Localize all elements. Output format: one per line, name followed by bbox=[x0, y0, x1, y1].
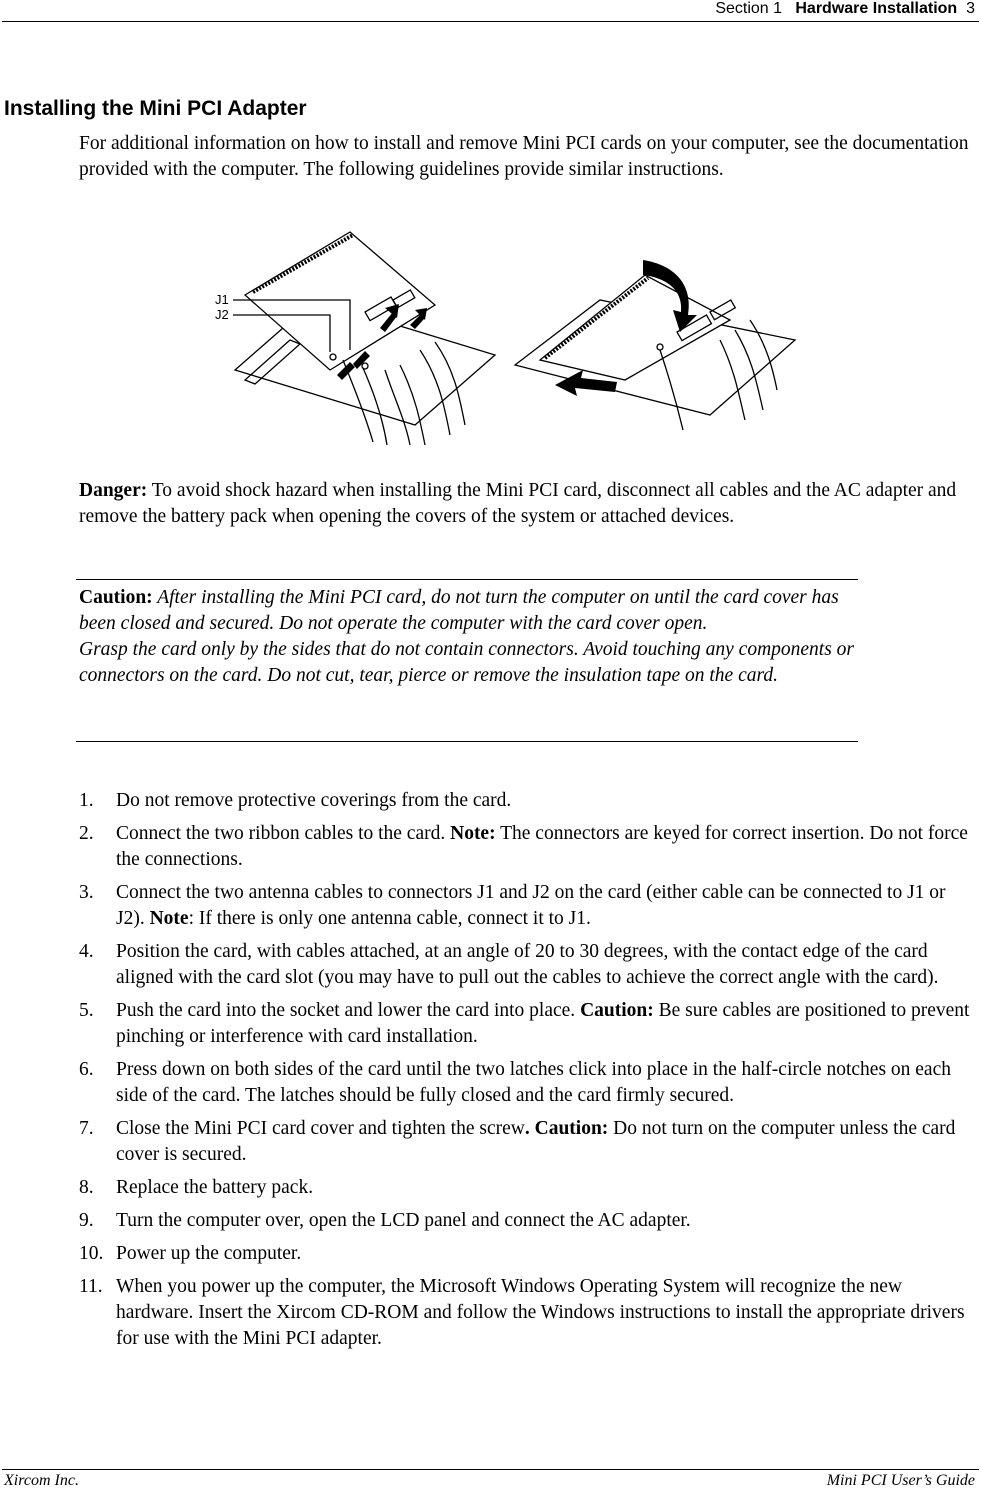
danger-label: Danger: bbox=[79, 480, 148, 501]
right-ribbon-cable bbox=[750, 320, 777, 390]
j1-label: J1 bbox=[215, 292, 229, 307]
step-item bbox=[79, 1116, 974, 1168]
caution-text-1: After installing the Mini PCI card, do not turn the computer on until the card cover has been closed and secured. Do not operate the computer with the card cover open. bbox=[79, 587, 839, 634]
step-caution-label: . Caution: bbox=[524, 1118, 609, 1139]
step-item bbox=[79, 1175, 974, 1201]
step-item bbox=[79, 880, 974, 932]
mini-pci-illustration bbox=[205, 220, 805, 456]
ribbon-cable bbox=[435, 342, 465, 425]
left-slot bbox=[245, 340, 300, 384]
step-number: 8. bbox=[79, 1177, 94, 1198]
installation-figure bbox=[205, 220, 805, 456]
step-number: 5. bbox=[79, 1000, 94, 1021]
step-text: Do not remove protective coverings from the card. bbox=[116, 790, 512, 811]
caution-paragraph bbox=[79, 585, 858, 637]
intro-paragraph: For additional information on how to install and remove Mini PCI cards on your computer, see the documentation provided with the computer. The following guidelines provide similar instructions. bbox=[79, 133, 969, 180]
step-number: 10. bbox=[79, 1243, 104, 1264]
step-text: When you power up the computer, the Microsoft Windows Operating System will recognize the new hardware. Insert the Xircom CD-ROM and follow the Windows instructions to install the appropriate drivers for use with the Mini PCI adapter. bbox=[116, 1276, 965, 1349]
step-item bbox=[79, 1057, 974, 1109]
j2-connector bbox=[362, 363, 368, 369]
step-text: Close the Mini PCI card cover and tighten the screw bbox=[116, 1118, 525, 1139]
step-text: Power up the computer. bbox=[116, 1243, 302, 1264]
step-item bbox=[79, 788, 974, 814]
step-number: 9. bbox=[79, 1210, 94, 1231]
step-text: Push the card into the socket and lower the card into place. bbox=[116, 1000, 581, 1021]
danger-text: To avoid shock hazard when installing the Mini PCI card, disconnect all cables and the AC adapter and remove the battery pack when opening the covers of the system or attached devices. bbox=[79, 480, 957, 527]
step-number: 4. bbox=[79, 941, 94, 962]
page-header bbox=[715, 0, 975, 20]
section-heading: Installing the Mini PCI Adapter bbox=[4, 97, 307, 120]
footer-company: Xircom Inc. bbox=[4, 1472, 79, 1489]
step-number: 1. bbox=[79, 790, 94, 811]
step-text: : If there is only one antenna cable, connect it to J1. bbox=[188, 908, 591, 929]
step-text: The connectors are keyed for correct insertion. Do not force the connections. bbox=[116, 823, 968, 870]
step-text: Connect the two antenna cables to connectors J1 and J2 on the card (either cable can be connected to J1 or J2). bbox=[116, 882, 946, 929]
footer-guide-title: Mini PCI User’s Guide bbox=[826, 1472, 975, 1489]
caution-label: Caution: bbox=[79, 587, 153, 608]
ribbon-cable bbox=[400, 365, 425, 445]
step-note-label: Note bbox=[149, 908, 189, 929]
step-text: Press down on both sides of the card until the two latches click into place in the half-circle notches on each side of the card. The latches should be fully closed and the card firmly secured. bbox=[116, 1059, 951, 1106]
step-number: 3. bbox=[79, 882, 94, 903]
antenna-cable bbox=[363, 368, 387, 445]
step-text: Position the card, with cables attached, at an angle of 20 to 30 degrees, with the contact edge of the card aligned with the card slot (you may have to pull out the cables to achieve the correct angle with the card). bbox=[116, 941, 939, 988]
step-item bbox=[79, 1208, 974, 1234]
step-item bbox=[79, 939, 974, 991]
header-page-number: 3 bbox=[966, 0, 975, 17]
step-text: Be sure cables are positioned to prevent pinching or interference with card installation. bbox=[116, 1000, 970, 1047]
j2-label: J2 bbox=[215, 307, 229, 322]
right-ribbon-cable bbox=[720, 340, 745, 420]
left-card bbox=[245, 232, 435, 370]
step-item bbox=[79, 1241, 974, 1267]
step-number: 2. bbox=[79, 823, 94, 844]
step-caution-label: Caution: bbox=[580, 1000, 654, 1021]
step-text: Do not turn on the computer unless the card cover is secured. bbox=[116, 1118, 956, 1165]
step-text: Replace the battery pack. bbox=[116, 1177, 314, 1198]
installation-steps bbox=[79, 788, 974, 1359]
header-rule bbox=[2, 21, 979, 22]
header-section: Section 1 bbox=[715, 0, 783, 17]
danger-notice bbox=[79, 478, 974, 530]
step-item bbox=[79, 998, 974, 1050]
caution-text-2: Grasp the card only by the sides that do not contain connectors. Avoid touching any components or connectors on the card. Do not cut, tear, pierce or remove the insulation tape on the card. bbox=[79, 639, 855, 686]
step-text: Turn the computer over, open the LCD panel and connect the AC adapter. bbox=[116, 1210, 691, 1231]
footer-rule bbox=[2, 1469, 979, 1470]
ribbon-cable bbox=[385, 370, 410, 445]
right-antenna-cable bbox=[660, 350, 683, 430]
step-number: 7. bbox=[79, 1118, 94, 1139]
caution-box bbox=[76, 579, 858, 742]
step-item bbox=[79, 1274, 974, 1352]
ribbon-cable bbox=[420, 350, 450, 435]
step-text: Connect the two ribbon cables to the card. bbox=[116, 823, 451, 844]
step-number: 6. bbox=[79, 1059, 94, 1080]
step-note-label: Note: bbox=[450, 823, 496, 844]
right-card bbox=[540, 275, 730, 380]
step-item bbox=[79, 821, 974, 873]
header-title: Hardware Installation bbox=[795, 0, 958, 17]
step-number: 11. bbox=[79, 1276, 103, 1297]
